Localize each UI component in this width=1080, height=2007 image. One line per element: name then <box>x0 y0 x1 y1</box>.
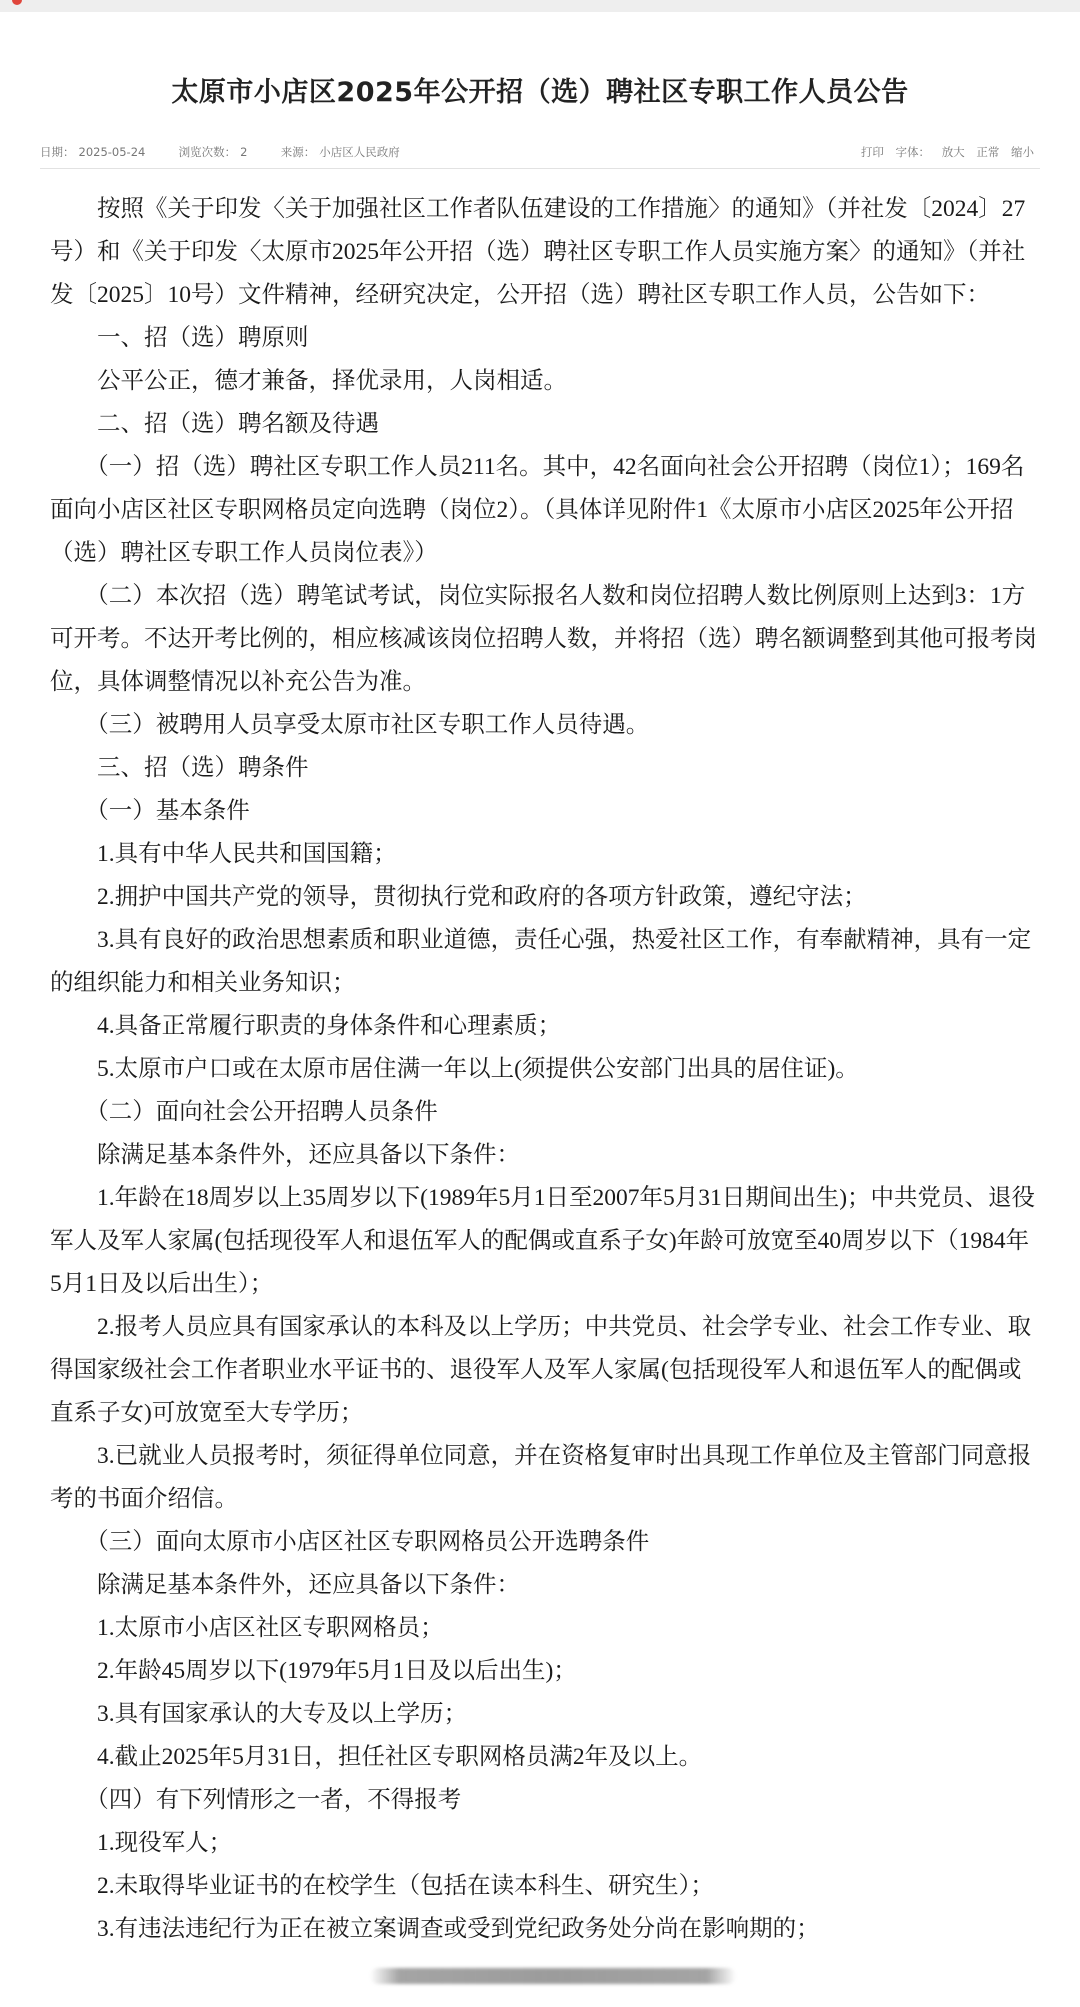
list-item: 4.截止2025年5月31日，担任社区专职网格员满2年及以上。 <box>50 1744 703 1770</box>
views-value: 2 <box>240 145 248 159</box>
subheading: （四）有下列情形之一者，不得报考 <box>50 1787 462 1813</box>
print-button[interactable]: 打印 <box>860 145 884 159</box>
heading-section-1: 一、招（选）聘原则 <box>50 325 309 351</box>
paragraph: （三）被聘用人员享受太原市社区专职工作人员待遇。 <box>50 712 650 738</box>
subheading: （一）基本条件 <box>50 798 250 824</box>
date-value: 2025-05-24 <box>78 145 146 159</box>
paragraph: 除满足基本条件外，还应具备以下条件： <box>50 1572 520 1598</box>
list-item: 3.已就业人员报考时，须征得单位同意，并在资格复审时出具现工作单位及主管部门同意报考的书面介绍信。 <box>50 1443 1032 1512</box>
font-normal-button[interactable]: 正常 <box>976 145 1000 159</box>
list-item: 3.有违法违纪行为正在被立案调查或受到党纪政务处分尚在影响期的； <box>50 1916 820 1942</box>
notification-dot-icon <box>12 0 22 5</box>
list-item: 1.太原市小店区社区专职网格员； <box>50 1615 444 1641</box>
browser-top-strip <box>0 0 1080 12</box>
list-item: 1.年龄在18周岁以上35周岁以下(1989年5月1日至2007年5月31日期间出生)；中共党员、退役军人及军人家属(包括现役军人和退伍军人的配偶或直系子女)年龄可放宽至40周岁以下（1984年5月1日及以后出生）； <box>50 1185 1036 1297</box>
article-meta-info <box>40 144 404 160</box>
paragraph: （一）招（选）聘社区专职工作人员211名。其中，42名面向社会公开招聘（岗位1）；169名面向小店区社区专职网格员定向选聘（岗位2）。（具体详见附件1《太原市小店区2025年公开招（选）聘社区专职工作人员岗位表》） <box>50 454 1025 566</box>
paragraph: 公平公正，德才兼备，择优录用，人岗相适。 <box>50 368 567 394</box>
font-size-label: 字体： <box>895 145 931 159</box>
source-value: 小店区人民政府 <box>319 145 400 159</box>
subheading: （二）面向社会公开招聘人员条件 <box>50 1099 438 1125</box>
heading-section-3: 三、招（选）聘条件 <box>50 755 309 781</box>
article-tools <box>853 144 1034 160</box>
paragraph-intro: 按照《关于印发〈关于加强社区工作者队伍建设的工作措施〉的通知》（并社发〔2024〕27号）和《关于印发〈太原市2025年公开招（选）聘社区专职工作人员实施方案〉的通知》（并社发〔2025〕10号）文件精神，经研究决定，公开招（选）聘社区专职工作人员，公告如下： <box>50 196 1026 308</box>
article-meta-bar <box>40 140 1040 169</box>
date-label: 日期： <box>40 145 75 159</box>
paragraph: 除满足基本条件外，还应具备以下条件： <box>50 1142 520 1168</box>
list-item: 3.具有良好的政治思想素质和职业道德，责任心强，热爱社区工作，有奉献精神，具有一定的组织能力和相关业务知识； <box>50 927 1032 996</box>
paragraph: （二）本次招（选）聘笔试考试，岗位实际报名人数和岗位招聘人数比例原则上达到3：1方可开考。不达开考比例的，相应核减该岗位招聘人数，并将招（选）聘名额调整到其他可报考岗位，具体调整情况以补充公告为准。 <box>50 583 1037 695</box>
list-item: 2.拥护中国共产党的领导，贯彻执行党和政府的各项方针政策，遵纪守法； <box>50 884 867 910</box>
list-item: 1.具有中华人民共和国国籍； <box>50 841 397 867</box>
article-body <box>50 188 1040 1951</box>
page-title: 太原市小店区2025年公开招（选）聘社区专职工作人员公告 <box>171 77 909 108</box>
list-item: 1.现役军人； <box>50 1830 233 1856</box>
subheading: （三）面向太原市小店区社区专职网格员公开选聘条件 <box>50 1529 650 1555</box>
list-item: 2.年龄45周岁以下(1979年5月1日及以后出生)； <box>50 1658 577 1684</box>
list-item: 5.太原市户口或在太原市居住满一年以上(须提供公安部门出具的居住证)。 <box>50 1056 859 1082</box>
list-item: 2.报考人员应具有国家承认的本科及以上学历；中共党员、社会学专业、社会工作专业、取得国家级社会工作者职业水平证书的、退役军人及军人家属(包括现役军人和退伍军人的配偶或直系子女)可放宽至大专学历； <box>50 1314 1032 1426</box>
scroll-indicator-overlay <box>370 1968 736 1984</box>
font-large-button[interactable]: 放大 <box>941 145 965 159</box>
list-item: 4.具备正常履行职责的身体条件和心理素质； <box>50 1013 562 1039</box>
views-label: 浏览次数： <box>178 145 237 159</box>
list-item: 2.未取得毕业证书的在校学生（包括在读本科生、研究生）； <box>50 1873 714 1899</box>
source-label: 来源： <box>280 145 316 159</box>
font-small-button[interactable]: 缩小 <box>1011 145 1034 159</box>
list-item: 3.具有国家承认的大专及以上学历； <box>50 1701 468 1727</box>
heading-section-2: 二、招（选）聘名额及待遇 <box>50 411 379 437</box>
